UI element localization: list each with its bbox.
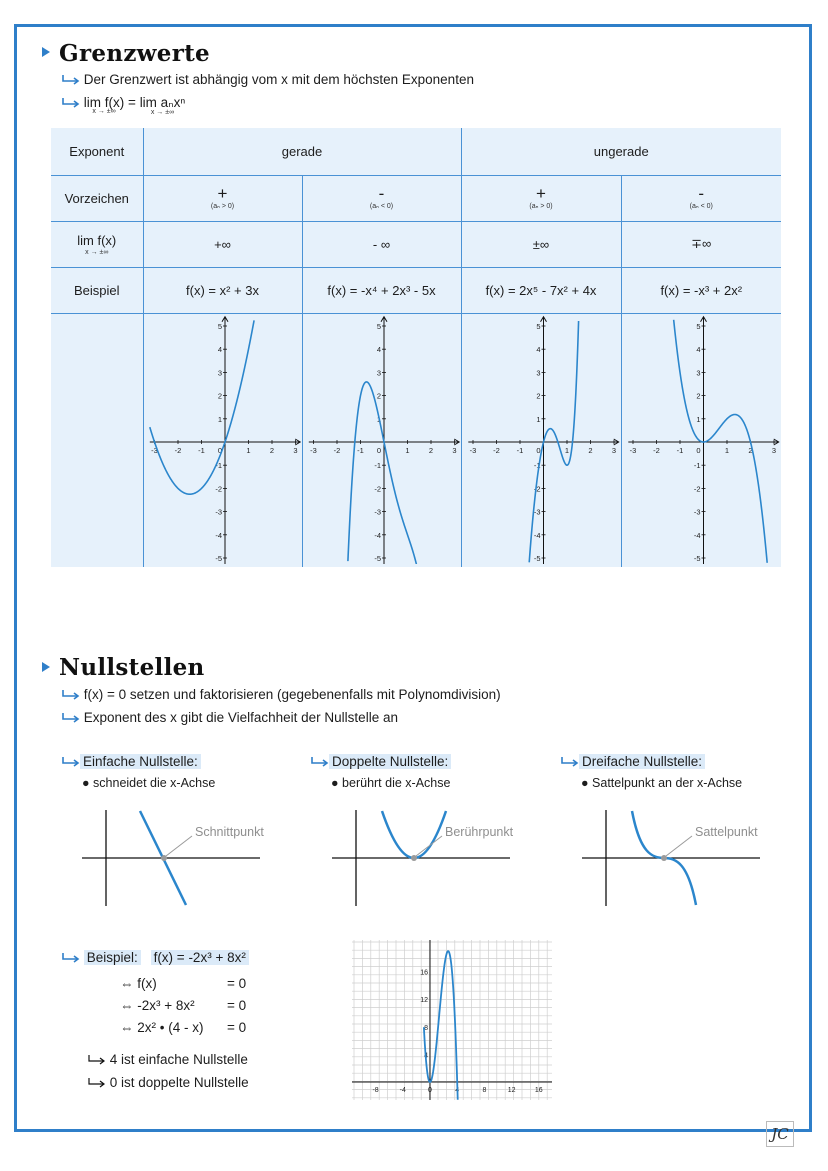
label-schnittpunkt: Schnittpunkt [195, 825, 264, 839]
limit-sub: x → ±∞ [150, 109, 175, 116]
graph-quadratic [144, 314, 302, 564]
y-tick-label: -4 [373, 530, 381, 540]
nullstellen-line-1 [62, 687, 501, 702]
y-tick-label: 2 [535, 391, 540, 401]
type-einfach [62, 754, 312, 790]
row-label-vorzeichen: Vorzeichen [51, 175, 143, 221]
x-tick-label: -3 [309, 445, 317, 455]
graph-cell [621, 313, 781, 567]
x-tick-label: 2 [587, 445, 593, 455]
y-tick-label: 2 [696, 391, 701, 401]
step-lhs: ⇔ 2x² • (4 - x) [120, 1020, 204, 1035]
grenzwert-text: Der Grenzwert ist abhängig vom x mit dem höchsten Exponenten [83, 72, 474, 87]
hook-arrow-icon [88, 1055, 106, 1065]
graph-cell [143, 313, 302, 567]
x-tick-label: -8 [372, 1087, 379, 1094]
hook-arrow-icon [88, 1078, 106, 1088]
step-rhs: = 0 [227, 998, 247, 1013]
step-rhs: = 0 [227, 1020, 247, 1035]
hook-arrow-icon [311, 757, 329, 767]
conclusion-text: 0 ist doppelte Nullstelle [109, 1075, 249, 1090]
bullet-dot-icon: ● [331, 776, 339, 790]
nullstellen-text-2: Exponent des x gibt die Vielfachheit der Nullstelle an [83, 710, 398, 725]
sign-value: + [217, 183, 228, 203]
y-tick-label: 3 [217, 367, 222, 377]
limit-value: +∞ [143, 221, 302, 267]
y-tick-label: 4 [696, 344, 701, 354]
limit-lhs: lim f(x) [83, 95, 125, 110]
table-row-vorzeichen [51, 175, 781, 221]
limit-equals: = [128, 95, 136, 110]
y-tick-label: -4 [693, 530, 701, 540]
y-tick-label: 3 [696, 367, 701, 377]
y-tick-label: -1 [533, 460, 540, 470]
x-tick-label: -2 [652, 445, 660, 455]
y-tick-label: -5 [373, 553, 381, 563]
example-conclusion-2 [88, 1075, 249, 1090]
y-tick-label: 8 [424, 1024, 428, 1032]
sign-value: + [536, 183, 546, 203]
y-tick-label: 5 [217, 321, 222, 331]
type-doppelt [311, 754, 561, 790]
label-pointer [166, 836, 192, 856]
x-tick-label: -1 [197, 445, 205, 455]
limit-label: lim f(x) [77, 232, 117, 248]
label-beruehrpunkt: Berührpunkt [445, 825, 514, 839]
hook-arrow-icon [62, 98, 80, 108]
sign-cell [621, 175, 781, 221]
y-tick-label: -2 [373, 483, 381, 493]
curve [382, 811, 446, 858]
y-tick-label: -2 [214, 483, 222, 493]
x-tick-label: 16 [534, 1087, 543, 1094]
row-label-beispiel: Beispiel [51, 267, 143, 313]
y-tick-label: 4 [535, 344, 540, 354]
function-curve [347, 381, 416, 563]
x-tick-label: -2 [174, 445, 181, 455]
sketch-doppelte-nullstelle [330, 808, 530, 908]
type-desc: Sattelpunkt an der x-Achse [592, 776, 743, 790]
x-tick-label: 3 [771, 445, 776, 455]
x-tick-label: 0 [428, 1087, 432, 1094]
y-tick-label: 1 [696, 414, 701, 424]
label-pointer [666, 836, 692, 856]
example-function: f(x) = -x³ + 2x² [621, 267, 781, 313]
y-tick-label: -1 [373, 460, 381, 470]
table-row-exponent [51, 128, 781, 175]
bullet-triangle-icon [42, 47, 50, 57]
limit-value: - ∞ [302, 221, 461, 267]
x-tick-label: -3 [150, 445, 158, 455]
section-title-nullstellen: Nullstellen [59, 654, 205, 681]
label-pointer [416, 836, 442, 856]
step-lhs: ⇔ f(x) [120, 976, 157, 991]
x-tick-label: 1 [724, 445, 729, 455]
y-tick-label: 1 [217, 414, 222, 424]
hook-arrow-icon [561, 757, 579, 767]
hook-arrow-icon [62, 690, 80, 700]
section-title-grenzwerte: Grenzwerte [59, 40, 210, 67]
step-lhs: ⇔ -2x³ + 8x² [120, 998, 195, 1013]
y-tick-label: -2 [693, 483, 701, 493]
y-tick-label: 16 [420, 969, 428, 977]
x-tick-label: 12 [507, 1087, 516, 1094]
y-tick-label: -5 [214, 553, 222, 563]
sign-condition: (aₙ > 0) [210, 202, 235, 210]
grenzwert-table [51, 128, 781, 567]
example-graph [352, 940, 552, 1100]
table-row-limit [51, 221, 781, 267]
y-tick-label: 1 [376, 414, 381, 424]
y-tick-label: 3 [535, 367, 540, 377]
grenzwert-explanation [62, 72, 474, 87]
row-label-exponent: Exponent [51, 128, 143, 175]
x-tick-label: 2 [428, 445, 433, 455]
y-tick-label: 2 [217, 391, 222, 401]
type-title: Einfache Nullstelle: [80, 754, 201, 769]
y-tick-label: -3 [373, 507, 381, 517]
y-tick-label: 3 [376, 367, 381, 377]
bullet-triangle-icon [42, 662, 50, 672]
sign-condition: (aₙ > 0) [529, 202, 553, 210]
nullstellen-text-1: f(x) = 0 setzen und faktorisieren (gegebenenfalls mit Polynomdivision) [83, 687, 501, 702]
x-tick-label: -4 [399, 1087, 406, 1094]
table-row-graphs [51, 313, 781, 567]
x-tick-label: -3 [469, 445, 476, 455]
example-function: f(x) = -2x³ + 8x² [151, 950, 249, 965]
type-dreifach [561, 754, 811, 790]
label-sattelpunkt: Sattelpunkt [695, 825, 758, 839]
example-step [120, 998, 246, 1013]
y-tick-label: -4 [214, 530, 222, 540]
header-ungerade: ungerade [461, 128, 781, 175]
logo: JC [766, 1121, 794, 1147]
x-tick-label: 1 [564, 445, 569, 455]
x-tick-label: 2 [748, 445, 753, 455]
type-title: Dreifache Nullstelle: [579, 754, 705, 769]
sign-cell [143, 175, 302, 221]
hook-arrow-icon [62, 953, 80, 963]
graph-cell [461, 313, 621, 567]
graph-label-empty [51, 313, 143, 567]
example-step [120, 1020, 246, 1035]
x-tick-label: -1 [676, 445, 684, 455]
x-tick-label: 2 [269, 445, 274, 455]
bullet-dot-icon: ● [82, 776, 90, 790]
type-desc: berührt die x-Achse [342, 776, 451, 790]
example-function: f(x) = -x⁴ + 2x³ - 5x [302, 267, 461, 313]
y-tick-label: -5 [693, 553, 701, 563]
x-tick-label: 4 [455, 1087, 460, 1094]
function-curve [673, 319, 767, 562]
x-tick-label: 0 [217, 445, 222, 455]
y-tick-label: -3 [693, 507, 701, 517]
example-label: Beispiel: [84, 950, 141, 965]
sign-value: - [698, 183, 705, 203]
x-tick-label: -1 [356, 445, 364, 455]
conclusion-text: 4 ist einfache Nullstelle [109, 1052, 248, 1067]
hook-arrow-icon [62, 75, 80, 85]
bullet-dot-icon: ● [581, 776, 589, 790]
hook-arrow-icon [62, 713, 80, 723]
nullstellen-line-2 [62, 710, 398, 725]
x-tick-label: 0 [376, 445, 381, 455]
limit-value: ∓∞ [621, 221, 781, 267]
limit-rhs: lim aₙxⁿ [139, 95, 186, 110]
x-tick-label: 3 [611, 445, 616, 455]
y-tick-label: 12 [420, 997, 428, 1005]
y-tick-label: 5 [376, 321, 381, 331]
x-tick-label: 0 [696, 445, 701, 455]
x-tick-label: 1 [245, 445, 251, 455]
y-tick-label: 1 [535, 414, 540, 424]
y-tick-label: 5 [696, 321, 701, 331]
graph-quintic [462, 314, 621, 564]
y-tick-label: 4 [376, 344, 381, 354]
y-tick-label: -2 [533, 483, 540, 493]
example-conclusion-1 [88, 1052, 248, 1067]
y-tick-label: -1 [693, 460, 701, 470]
sign-condition: (aₙ < 0) [689, 202, 713, 210]
y-tick-label: 4 [217, 344, 222, 354]
y-tick-label: 5 [535, 321, 540, 331]
example-function: f(x) = x² + 3x [143, 267, 302, 313]
x-tick-label: 1 [404, 445, 410, 455]
x-tick-label: 8 [482, 1087, 487, 1094]
sign-cell [461, 175, 621, 221]
x-tick-label: 0 [535, 445, 541, 455]
example-function: f(x) = 2x⁵ - 7x² + 4x [461, 267, 621, 313]
y-tick-label: 4 [424, 1052, 428, 1060]
y-tick-label: -4 [533, 530, 540, 540]
graph-cubic [622, 314, 781, 564]
row-label-limit [51, 221, 143, 267]
hook-arrow-icon [62, 757, 80, 767]
x-tick-label: 3 [292, 445, 298, 455]
type-desc: schneidet die x-Achse [93, 776, 216, 790]
y-tick-label: -3 [214, 507, 222, 517]
y-tick-label: 2 [376, 391, 381, 401]
example-header [62, 950, 249, 965]
x-tick-label: 3 [451, 445, 457, 455]
x-tick-label: -2 [492, 445, 500, 455]
y-tick-label: -1 [214, 460, 222, 470]
sign-cell [302, 175, 461, 221]
step-rhs: = 0 [227, 976, 247, 991]
graph-quartic [303, 314, 461, 564]
x-tick-label: -1 [516, 445, 523, 455]
type-title: Doppelte Nullstelle: [329, 754, 451, 769]
sign-condition: (aₙ < 0) [369, 202, 394, 210]
table-row-beispiel [51, 267, 781, 313]
limit-sub: x → ±∞ [92, 108, 116, 115]
sign-value: - [378, 183, 385, 203]
y-tick-label: -5 [533, 553, 540, 563]
function-curve [424, 951, 458, 1100]
limit-value: ±∞ [461, 221, 621, 267]
x-tick-label: -2 [333, 445, 340, 455]
header-gerade: gerade [143, 128, 461, 175]
limit-formula [62, 95, 185, 116]
example-step [120, 976, 246, 991]
x-tick-label: -3 [629, 445, 637, 455]
sketch-einfache-nullstelle [80, 808, 280, 908]
graph-cell [302, 313, 461, 567]
y-tick-label: -3 [533, 507, 540, 517]
function-curve [149, 320, 253, 494]
sketch-dreifache-nullstelle [580, 808, 780, 908]
limit-label-sub: x → ±∞ [85, 248, 109, 256]
